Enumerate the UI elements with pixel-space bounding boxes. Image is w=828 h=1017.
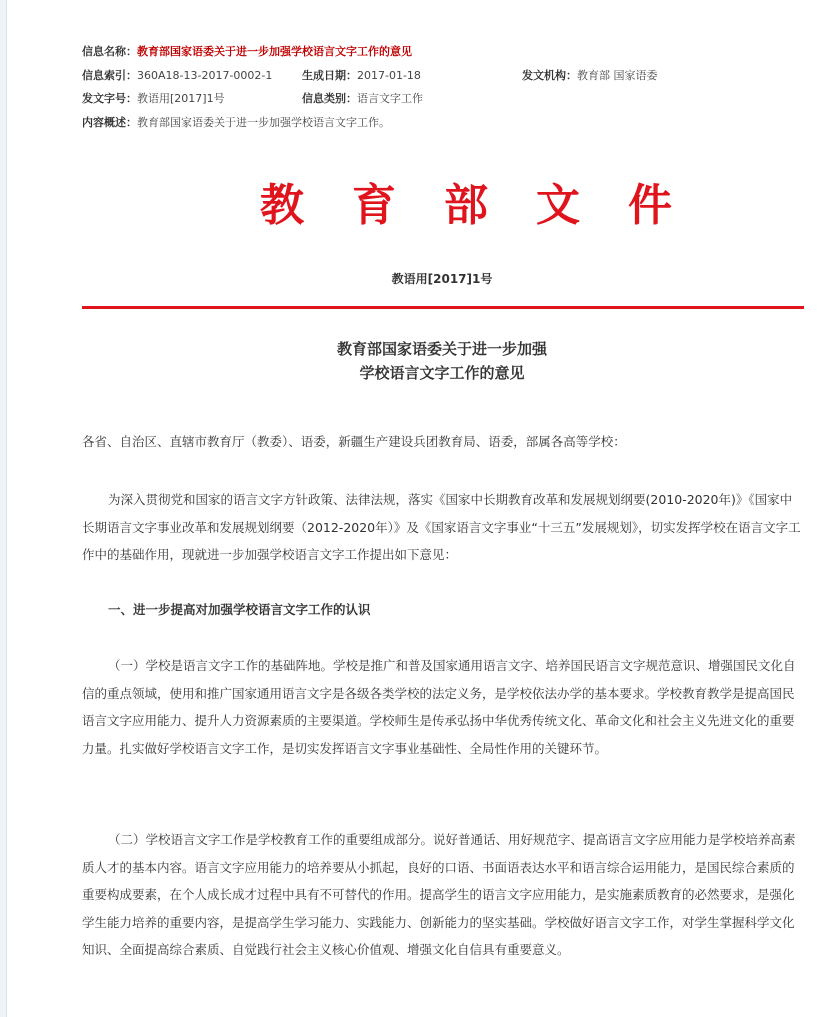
title-line-1: 教育部国家语委关于进一步加强 bbox=[336, 340, 547, 358]
meta-index-label: 信息索引： bbox=[82, 68, 137, 82]
meta-row-index bbox=[82, 64, 802, 88]
meta-issuer-label: 发文机构： bbox=[522, 68, 577, 82]
meta-index-value: 360A18-13-2017-0002-1 bbox=[137, 68, 273, 82]
paragraph-2: （二）学校语言文字工作是学校教育工作的重要组成部分。说好普通话、用好规范字、提高语言文字应用能力是学校培养高素质人才的基本内容。语言文字应用能力的培养要从小抓起，良好的口语、书面语表达水平和语言综合运用能力，是国民综合素质的重要构成要素，在个人成长成才过程中具有不可替代的作用。提高学生的语言文字应用能力，是实施素质教育的必然要求，是强化学生能力培养的重要内容，是提高学生学习能力、实践能力、创新能力的坚实基础。学校做好语言文字工作，对学生掌握科学文化知识、全面提高综合素质、自觉践行社会主义核心价值观、增强文化自信具有重要意义。 bbox=[82, 832, 796, 957]
document-number: 教语用[2017]1号 bbox=[391, 272, 493, 286]
document-banner: 教育部文件 bbox=[260, 180, 720, 231]
meta-name-value: 教育部国家语委关于进一步加强学校语言文字工作的意见 bbox=[137, 45, 412, 58]
meta-row-summary bbox=[82, 111, 802, 135]
meta-category-value: 语言文字工作 bbox=[357, 92, 423, 105]
meta-docno-label: 发文字号： bbox=[82, 92, 137, 105]
paragraph-1: （一）学校是语言文字工作的基础阵地。学校是推广和普及国家通用语言文字、培养国民语言文字规范意识、增强国民文化自信的重点领域，使用和推广国家通用语言文字是各级各类学校的法定义务，是学校依法办学的基本要求。学校教育教学是提高国民语言文字应用能力、提升人力资源素质的主要渠道。学校师生是传承弘扬中华优秀传统文化、革命文化和社会主义先进文化的重要力量。扎实做好学校语言文字工作，是切实发挥语言文字事业基础性、全局性作用的关键环节。 bbox=[82, 658, 796, 756]
red-divider bbox=[82, 306, 804, 309]
meta-summary-label: 内容概述： bbox=[82, 115, 137, 129]
meta-category-label: 信息类别： bbox=[302, 92, 357, 105]
meta-date-label: 生成日期： bbox=[302, 68, 357, 82]
meta-row-docno bbox=[82, 87, 802, 111]
meta-issuer-value: 教育部 国家语委 bbox=[577, 68, 658, 82]
meta-date-value: 2017-01-18 bbox=[357, 68, 421, 82]
meta-name-label: 信息名称： bbox=[82, 45, 137, 58]
paragraph-intro: 为深入贯彻党和国家的语言文字方针政策、法律法规，落实《国家中长期教育改革和发展规划纲要(2010-2020年)》《国家中长期语言文字事业改革和发展规划纲要（2012-2020年）》及《国家语言文字事业“十三五”发展规划》，切实发挥学校在语言文字工作中的基础作用，现就进一步加强学校语言文字工作提出如下意见： bbox=[82, 492, 801, 562]
page-left-border bbox=[0, 0, 7, 1017]
document-metadata bbox=[82, 40, 802, 134]
section-heading-1: 一、进一步提高对加强学校语言文字工作的认识 bbox=[108, 602, 371, 617]
meta-docno-value: 教语用[2017]1号 bbox=[137, 92, 225, 105]
title-line-2: 学校语言文字工作的意见 bbox=[359, 364, 525, 382]
document-title bbox=[82, 337, 802, 385]
meta-summary-value: 教育部国家语委关于进一步加强学校语言文字工作。 bbox=[137, 115, 390, 129]
meta-row-name bbox=[82, 40, 802, 64]
salutation: 各省、自治区、直辖市教育厅（教委）、语委，新疆生产建设兵团教育局、语委，部属各高等学校： bbox=[82, 434, 626, 449]
